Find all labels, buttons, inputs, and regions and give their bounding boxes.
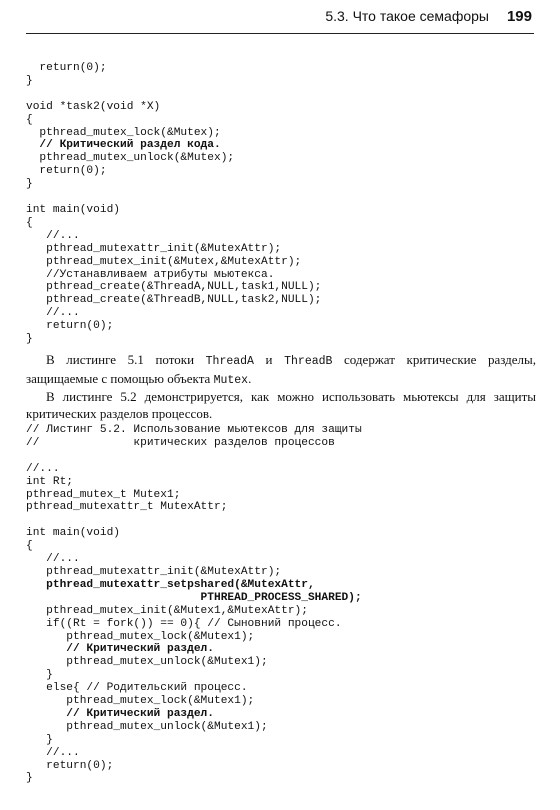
code-line: void *task2(void *X)	[26, 100, 161, 113]
code-line: pthread_mutex_t Mutex1;	[26, 488, 181, 501]
code-line: pthread_mutex_init(&Mutex,&MutexAttr);	[26, 255, 302, 268]
header-rule	[26, 33, 534, 34]
code-line: // Критический раздел.	[26, 707, 214, 720]
code-line: PTHREAD_PROCESS_SHARED);	[26, 591, 362, 604]
code-line	[26, 191, 536, 204]
code-line: // Критический раздел.	[26, 643, 214, 656]
code-line: pthread_mutex_init(&Mutex1,&MutexAttr);	[26, 604, 308, 617]
code-line: {	[26, 540, 33, 553]
code-line: int Rt;	[26, 475, 73, 488]
code-line: {	[26, 216, 33, 229]
code-line: //...	[26, 462, 60, 475]
code-line: pthread_mutex_unlock(&Mutex1);	[26, 720, 268, 733]
running-header	[325, 8, 532, 25]
code-line: pthread_mutex_unlock(&Mutex1);	[26, 656, 268, 669]
code-line: }	[26, 733, 53, 746]
paragraph-listing-intro: В листинге 5.2 демонстрируется, как можно использовать мьютексы для защиты критических разделов процессов.	[26, 389, 536, 421]
section-title: 5.3. Что такое семафоры	[325, 8, 489, 24]
code-line	[26, 514, 536, 527]
code-line: }	[26, 772, 33, 785]
code-line: {	[26, 113, 33, 126]
code-line	[26, 88, 536, 101]
code-line: pthread_mutex_lock(&Mutex);	[26, 126, 221, 139]
code-line: return(0);	[26, 759, 114, 772]
code-line: //Устанавливаем атрибуты мьютекса.	[26, 268, 275, 281]
code-line: // Листинг 5.2. Использование мьютексов для защиты	[26, 424, 362, 436]
code-line: pthread_mutexattr_init(&MutexAttr);	[26, 242, 282, 255]
code-line: return(0);	[26, 320, 114, 333]
code-line: }	[26, 333, 33, 346]
code-line: else{ // Родительский процесс.	[26, 682, 248, 695]
code-line: if((Rt = fork()) == 0){ // Сыновний процесс.	[26, 617, 342, 630]
code-line: //...	[26, 746, 80, 759]
code-line: }	[26, 178, 33, 191]
code-line: pthread_create(&ThreadB,NULL,task2,NULL);	[26, 294, 322, 307]
code-line: }	[26, 74, 33, 87]
code-line: return(0);	[26, 165, 107, 178]
code-line: pthread_mutexattr_setpshared(&MutexAttr,	[26, 578, 315, 591]
code-line: // Критический раздел кода.	[26, 139, 221, 152]
paragraph-threads: В листинге 5.1 потоки ThreadA и ThreadB содержат критические разделы, защищаемые с помощью объекта Mutex.	[26, 352, 536, 387]
code-line: pthread_mutexattr_t MutexAttr;	[26, 501, 228, 514]
code-line: pthread_mutex_unlock(&Mutex);	[26, 152, 235, 165]
code-line: return(0);	[26, 62, 107, 74]
code-listing-5-1-tail	[26, 62, 536, 346]
code-line: pthread_create(&ThreadA,NULL,task1,NULL);	[26, 281, 322, 294]
code-listing-5-2	[26, 424, 536, 785]
code-line: int main(void)	[26, 203, 120, 216]
body-text	[26, 352, 536, 422]
code-line: pthread_mutex_lock(&Mutex1);	[26, 630, 255, 643]
code-line: int main(void)	[26, 527, 120, 540]
page-number: 199	[506, 8, 532, 25]
code-line: // критических разделов процессов	[26, 436, 335, 449]
code-line: //...	[26, 229, 80, 242]
code-line: pthread_mutex_lock(&Mutex1);	[26, 695, 255, 708]
code-line: //...	[26, 553, 80, 566]
code-line: pthread_mutexattr_init(&MutexAttr);	[26, 565, 282, 578]
code-line	[26, 450, 536, 463]
code-line: //...	[26, 307, 80, 320]
code-line: }	[26, 669, 53, 682]
